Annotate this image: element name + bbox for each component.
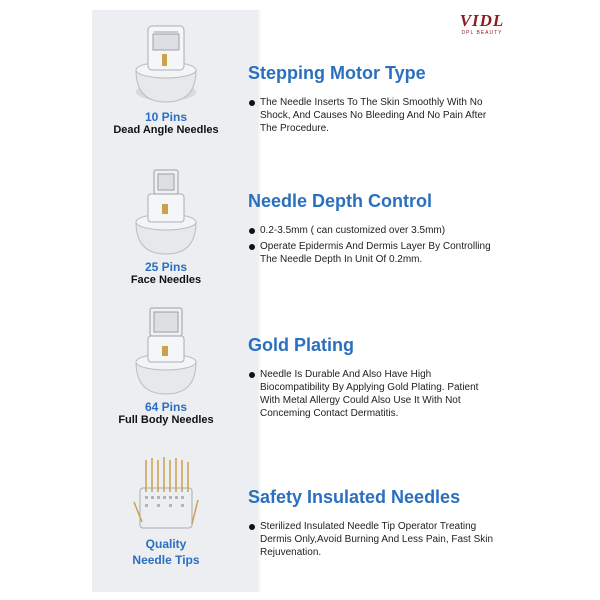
product-quality-tips	[92, 452, 240, 568]
feature-bullet	[248, 96, 500, 135]
feature-bullet	[248, 520, 500, 559]
bullet-text: The Needle Inserts To The Skin Smoothly With No Shock, And Causes No Bleeding And No Pain After The Procedure.	[260, 97, 487, 134]
cartridge-64-pins-image	[118, 304, 214, 400]
bullet-dot-icon	[249, 372, 255, 378]
cartridge-10-pins-image	[118, 14, 214, 110]
product-10-pins	[92, 14, 240, 137]
brand-tagline: DPL BEAUTY	[461, 30, 503, 36]
product-name: Full Body Needles	[118, 414, 214, 426]
product-name: Face Needles	[130, 274, 202, 286]
brand-mark: VIDL	[459, 11, 505, 30]
feature-title: Gold Plating	[248, 335, 354, 355]
bullet-text: Needle Is Durable And Also Have High Biocompatibility By Applying Gold Plating. Patient With Metal Allergy Could Also Use It With Not Conceming Contact Dermatitis.	[260, 369, 479, 419]
bullet-text: 0.2-3.5mm ( can customized over 3.5mm)	[260, 225, 446, 236]
feature-bullet	[248, 240, 500, 266]
feature-stepping-motor	[248, 62, 500, 138]
feature-needle-depth	[248, 190, 500, 269]
product-quality-sublabel: Needle Tips	[132, 553, 200, 567]
cartridge-25-pins-image	[118, 164, 214, 260]
product-64-pins	[92, 304, 240, 427]
bullet-dot-icon	[249, 244, 255, 250]
product-pins: 64 Pins	[144, 400, 188, 414]
product-pins: 25 Pins	[144, 260, 188, 274]
bullet-text: Sterilized Insulated Needle Tip Operator Treating Dermis Only,Avoid Burning And Less Pain, Fast Skin Rejuvenation.	[260, 521, 494, 558]
feature-bullet	[248, 368, 500, 420]
bullet-dot-icon	[249, 524, 255, 530]
gold-needle-tips-image	[118, 452, 214, 536]
feature-bullet	[248, 224, 500, 237]
product-name: Dead Angle Needles	[113, 124, 219, 136]
product-25-pins	[92, 164, 240, 287]
bullet-dot-icon	[249, 100, 255, 106]
brand-logo	[450, 12, 514, 38]
bullet-text: Operate Epidermis And Dermis Layer By Controlling The Needle Depth In Unit Of 0.2mm.	[260, 241, 491, 265]
product-pins: 10 Pins	[144, 110, 188, 124]
feature-title: Needle Depth Control	[248, 191, 433, 211]
feature-title: Safety Insulated Needles	[248, 487, 461, 507]
bullet-dot-icon	[249, 228, 255, 234]
product-quality-label: Quality	[145, 537, 187, 551]
feature-gold-plating	[248, 334, 500, 423]
feature-safety-insulated	[248, 486, 500, 562]
feature-title: Stepping Motor Type	[248, 63, 426, 83]
